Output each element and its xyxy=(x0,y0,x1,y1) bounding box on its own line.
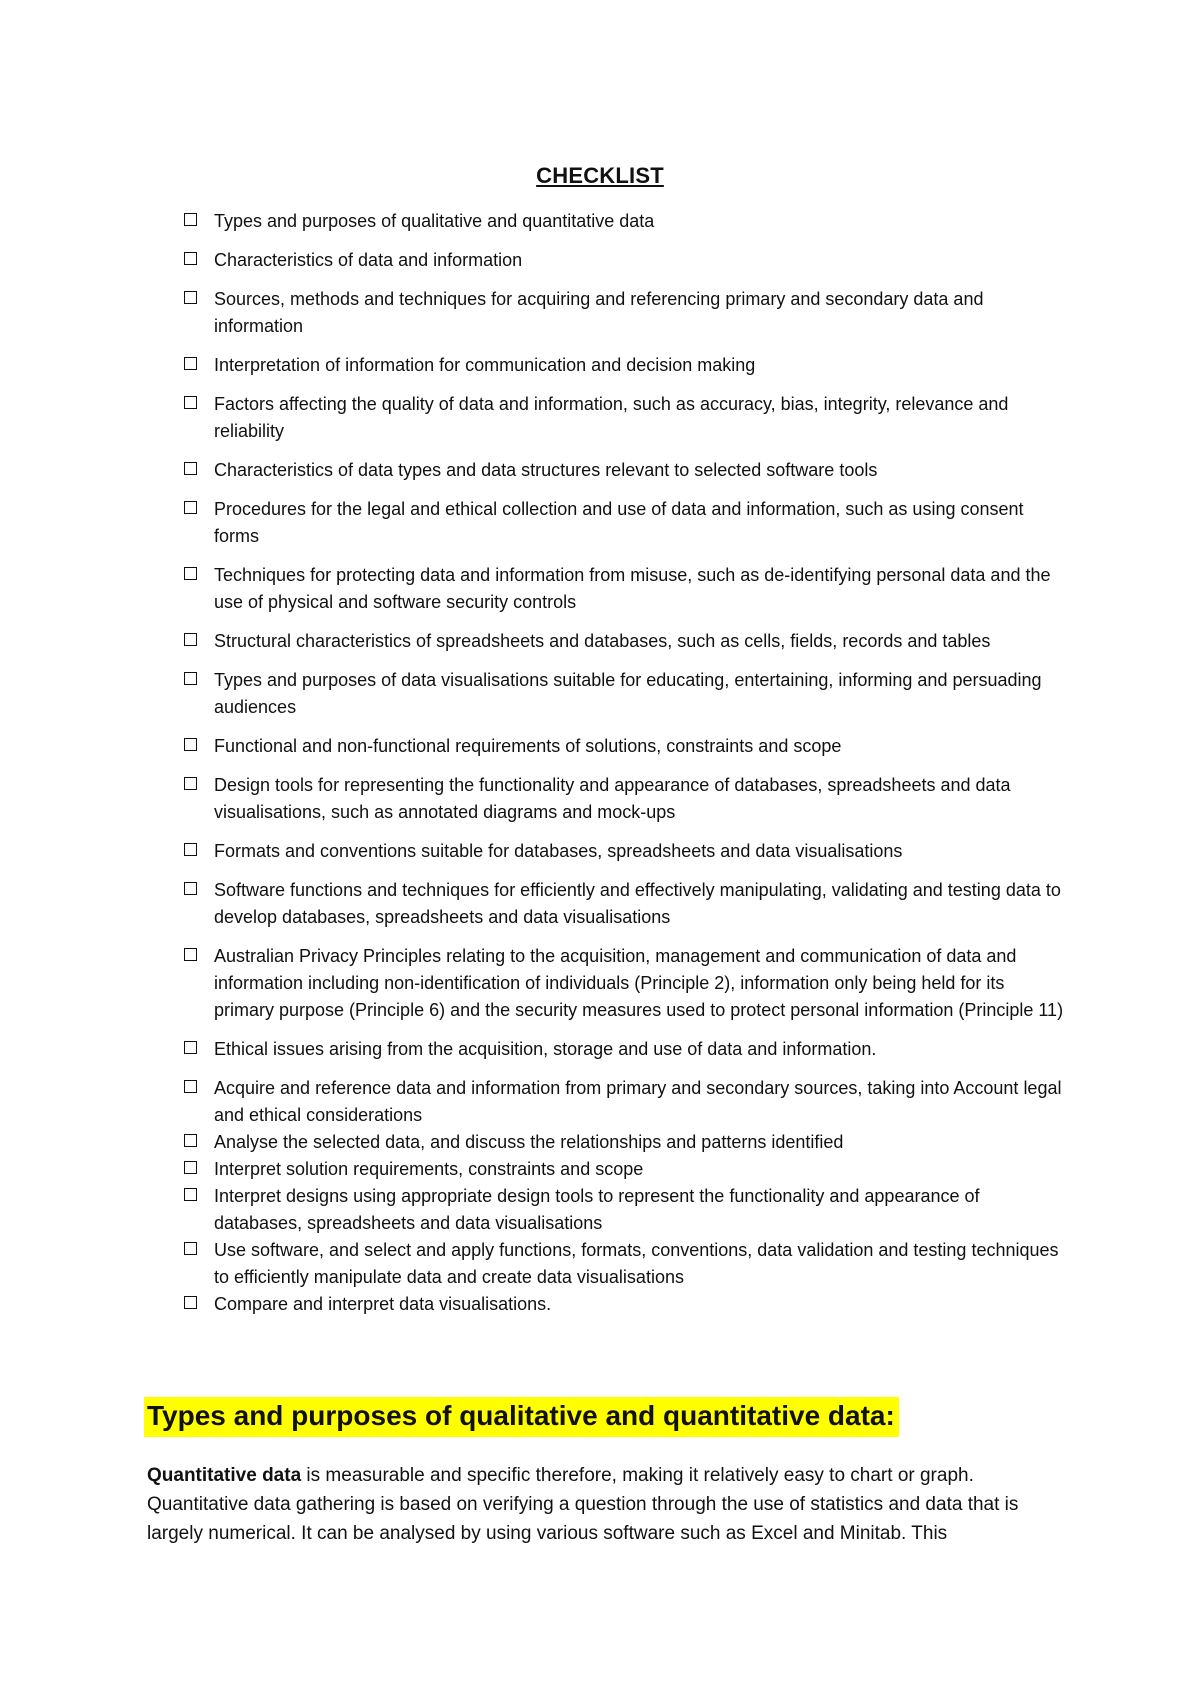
checkbox-icon[interactable] xyxy=(184,462,197,475)
checklist-item-text: Types and purposes of data visualisations suitable for educating, entertaining, informing and persuading audiences xyxy=(214,670,1042,717)
checklist-item-text: Characteristics of data types and data structures relevant to selected software tools xyxy=(214,460,878,480)
checklist-item xyxy=(184,208,1064,235)
checkbox-icon[interactable] xyxy=(184,843,197,856)
checklist-item xyxy=(184,496,1064,550)
checklist-item-text: Formats and conventions suitable for databases, spreadsheets and data visualisations xyxy=(214,841,903,861)
checklist-item-text: Software functions and techniques for efficiently and effectively manipulating, validating and testing data to develop databases, spreadsheets and data visualisations xyxy=(214,880,1061,927)
checkbox-icon[interactable] xyxy=(184,777,197,790)
checkbox-icon[interactable] xyxy=(184,1161,197,1174)
checklist-item xyxy=(184,457,1064,484)
checklist-item-text: Techniques for protecting data and information from misuse, such as de-identifying personal data and the use of physical and software security controls xyxy=(214,565,1051,612)
checklist-item xyxy=(184,1156,1064,1183)
checkbox-icon[interactable] xyxy=(184,948,197,961)
paragraph-text: is measurable and specific therefore, making it relatively easy to chart or graph. Quantitative data gathering is based on verifying a question through the use of statistics and data that is largely numerical. It can be analysed by using various software such as Excel and Minitab. This xyxy=(147,1465,1019,1544)
checklist-item-text: Use software, and select and apply functions, formats, conventions, data validation and testing techniques to efficiently manipulate data and create data visualisations xyxy=(214,1240,1059,1287)
body-paragraph xyxy=(147,1461,1067,1548)
checklist-item-text: Interpret designs using appropriate design tools to represent the functionality and appearance of databases, spreadsheets and data visualisations xyxy=(214,1186,980,1233)
checklist-item-text: Sources, methods and techniques for acquiring and referencing primary and secondary data and information xyxy=(214,289,984,336)
checklist xyxy=(184,208,1064,1318)
checklist-item xyxy=(184,391,1064,445)
checklist-item xyxy=(184,286,1064,340)
checklist-item-text: Factors affecting the quality of data and information, such as accuracy, bias, integrity, relevance and reliability xyxy=(214,394,1009,441)
checklist-item-text: Interpret solution requirements, constraints and scope xyxy=(214,1159,644,1179)
checkbox-icon[interactable] xyxy=(184,567,197,580)
checklist-item-text: Structural characteristics of spreadsheets and databases, such as cells, fields, records and tables xyxy=(214,631,991,651)
checklist-item xyxy=(184,1183,1064,1237)
checkbox-icon[interactable] xyxy=(184,396,197,409)
checklist-item xyxy=(184,247,1064,274)
checkbox-icon[interactable] xyxy=(184,252,197,265)
checkbox-icon[interactable] xyxy=(184,357,197,370)
checklist-item xyxy=(184,628,1064,655)
checklist-item xyxy=(184,352,1064,379)
checklist-item xyxy=(184,1075,1064,1129)
checklist-item-text: Compare and interpret data visualisations. xyxy=(214,1294,552,1314)
checkbox-icon[interactable] xyxy=(184,1134,197,1147)
checklist-item xyxy=(184,562,1064,616)
checklist-item xyxy=(184,943,1064,1024)
checklist-item xyxy=(184,1036,1064,1063)
checklist-item xyxy=(184,877,1064,931)
checkbox-icon[interactable] xyxy=(184,291,197,304)
checklist-item-text: Characteristics of data and information xyxy=(214,250,523,270)
checklist-item xyxy=(184,1237,1064,1291)
checkbox-icon[interactable] xyxy=(184,501,197,514)
checkbox-icon[interactable] xyxy=(184,1188,197,1201)
checkbox-icon[interactable] xyxy=(184,882,197,895)
checklist-item xyxy=(184,1291,1064,1318)
checkbox-icon[interactable] xyxy=(184,213,197,226)
checkbox-icon[interactable] xyxy=(184,672,197,685)
paragraph-term: Quantitative data xyxy=(147,1465,302,1486)
checkbox-icon[interactable] xyxy=(184,1242,197,1255)
checkbox-icon[interactable] xyxy=(184,1080,197,1093)
checklist-title: CHECKLIST xyxy=(536,163,664,188)
checklist-item-text: Interpretation of information for communication and decision making xyxy=(214,355,756,375)
checklist-item-text: Types and purposes of qualitative and quantitative data xyxy=(214,211,655,231)
checkbox-icon[interactable] xyxy=(184,1041,197,1054)
checkbox-icon[interactable] xyxy=(184,633,197,646)
checklist-item-text: Functional and non-functional requirements of solutions, constraints and scope xyxy=(214,736,842,756)
checklist-item-text: Analyse the selected data, and discuss the relationships and patterns identified xyxy=(214,1132,844,1152)
checkbox-icon[interactable] xyxy=(184,1296,197,1309)
checklist-item xyxy=(184,1129,1064,1156)
checklist-item xyxy=(184,838,1064,865)
checklist-item xyxy=(184,772,1064,826)
checklist-item-text: Design tools for representing the functionality and appearance of databases, spreadsheets and data visualisations, such as annotated diagrams and mock-ups xyxy=(214,775,1011,822)
checklist-item-text: Procedures for the legal and ethical collection and use of data and information, such as using consent forms xyxy=(214,499,1024,546)
section-heading: Types and purposes of qualitative and quantitative data: xyxy=(144,1397,899,1437)
checkbox-icon[interactable] xyxy=(184,738,197,751)
checklist-item xyxy=(184,733,1064,760)
checklist-item xyxy=(184,667,1064,721)
checklist-item-text: Acquire and reference data and information from primary and secondary sources, taking into Account legal and ethical considerations xyxy=(214,1078,1062,1125)
checklist-item-text: Ethical issues arising from the acquisition, storage and use of data and information. xyxy=(214,1039,877,1059)
checklist-item-text: Australian Privacy Principles relating to the acquisition, management and communication of data and information including non-identification of individuals (Principle 2), information only being held for its primary purpose (Principle 6) and the security measures used to protect personal information (Principle 11) xyxy=(214,946,1064,1020)
